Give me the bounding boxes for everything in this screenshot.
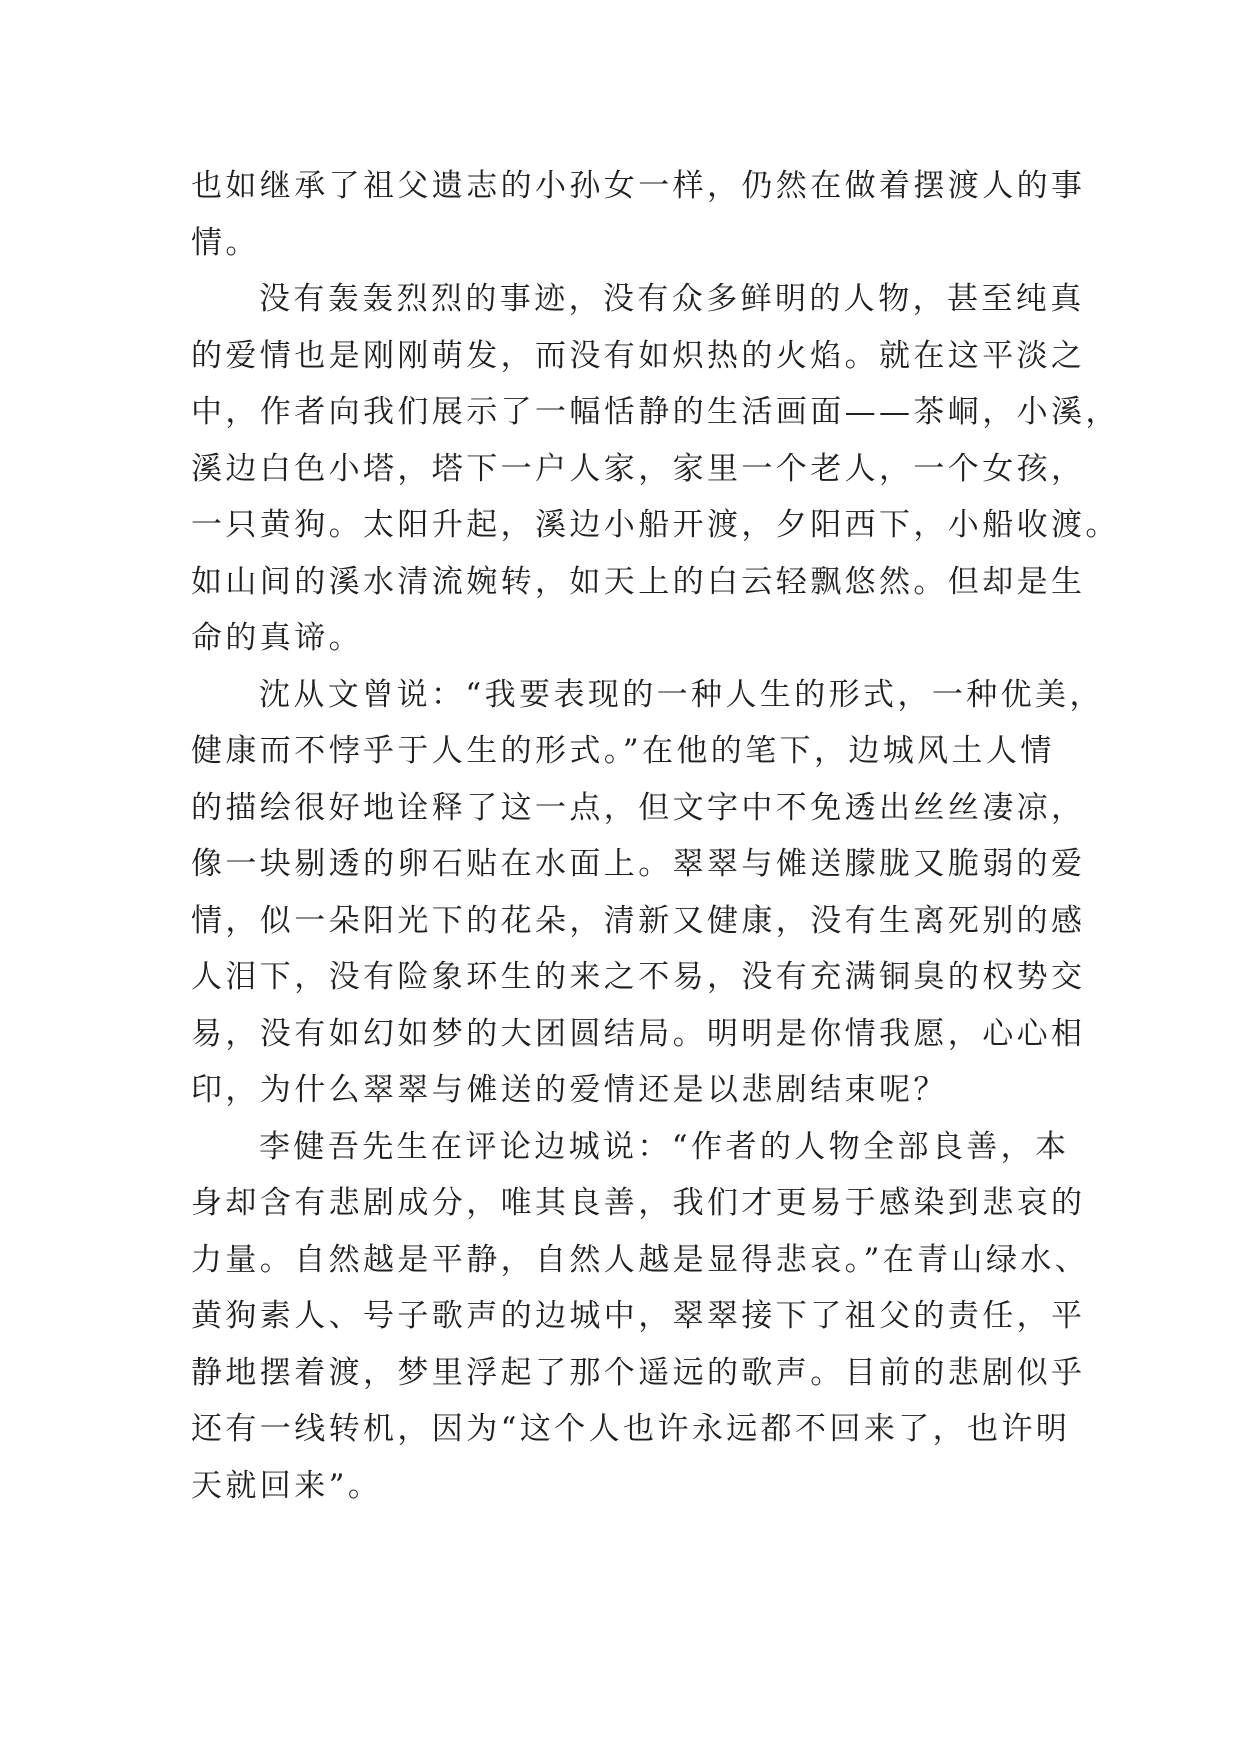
paragraph-first-line: 沈从文曾说：“我要表现的一种人生的形式，一种优美，	[259, 676, 1104, 713]
text-line: 力量。自然越是平静，自然人越是显得悲哀。”在青山绿水、	[191, 1241, 1090, 1278]
text-line: 像一块剔透的卵石贴在水面上。翠翠与傩送朦胧又脆弱的爱	[191, 846, 1086, 882]
text-line: 的爱情也是刚刚萌发，而没有如炽热的火焰。就在这平淡之	[191, 337, 1086, 374]
text-line: 黄狗素人、号子歌声的边城中，翠翠接下了祖父的责任，平	[191, 1298, 1086, 1334]
text-line: 天就回来”。	[191, 1467, 383, 1504]
text-line: 印，为什么翠翠与傩送的爱情还是以悲剧结束呢？	[191, 1072, 948, 1108]
text-line: 身却含有悲剧成分，唯其良善，我们才更易于感染到悲哀的	[191, 1185, 1086, 1221]
text-line: 溪边白色小塔，塔下一户人家，家里一个老人，一个女孩，	[191, 450, 1086, 487]
text-line: 情，似一朵阳光下的花朵，清新又健康，没有生离死别的感	[191, 902, 1086, 939]
text-line: 中，作者向我们展示了一幅恬静的生活画面——茶峒，小溪，	[191, 394, 1120, 430]
text-line: 命的真谛。	[191, 620, 363, 656]
document-body	[191, 158, 1120, 1514]
text-line: 健康而不悖乎于人生的形式。”在他的笔下，边城风土人情	[191, 733, 1055, 769]
text-line: 静地摆着渡，梦里浮起了那个遥远的歌声。目前的悲剧似乎	[191, 1354, 1086, 1391]
text-line: 人泪下，没有险象环生的来之不易，没有充满铜臭的权势交	[191, 959, 1086, 995]
paragraph-first-line: 李健吾先生在评论边城说：“作者的人物全部良善，本	[259, 1128, 1070, 1165]
text-line: 如山间的溪水清流婉转，如天上的白云轻飘悠然。但却是生	[191, 563, 1086, 600]
text-line: 也如继承了祖父遗志的小孙女一样，仍然在做着摆渡人的事	[191, 168, 1086, 204]
paragraph-first-line: 没有轰轰烈烈的事迹，没有众多鲜明的人物，甚至纯真	[259, 281, 1085, 317]
text-line: 一只黄狗。太阳升起，溪边小船开渡，夕阳西下，小船收渡。	[191, 507, 1120, 543]
text-line: 还有一线转机，因为“这个人也许永远都不回来了，也许明	[191, 1411, 1071, 1447]
text-line: 易，没有如幻如梦的大团圆结局。明明是你情我愿，心心相	[191, 1015, 1086, 1052]
text-line: 情。	[191, 224, 260, 261]
text-line: 的描绘很好地诠释了这一点，但文字中不免透出丝丝凄凉，	[191, 789, 1086, 826]
